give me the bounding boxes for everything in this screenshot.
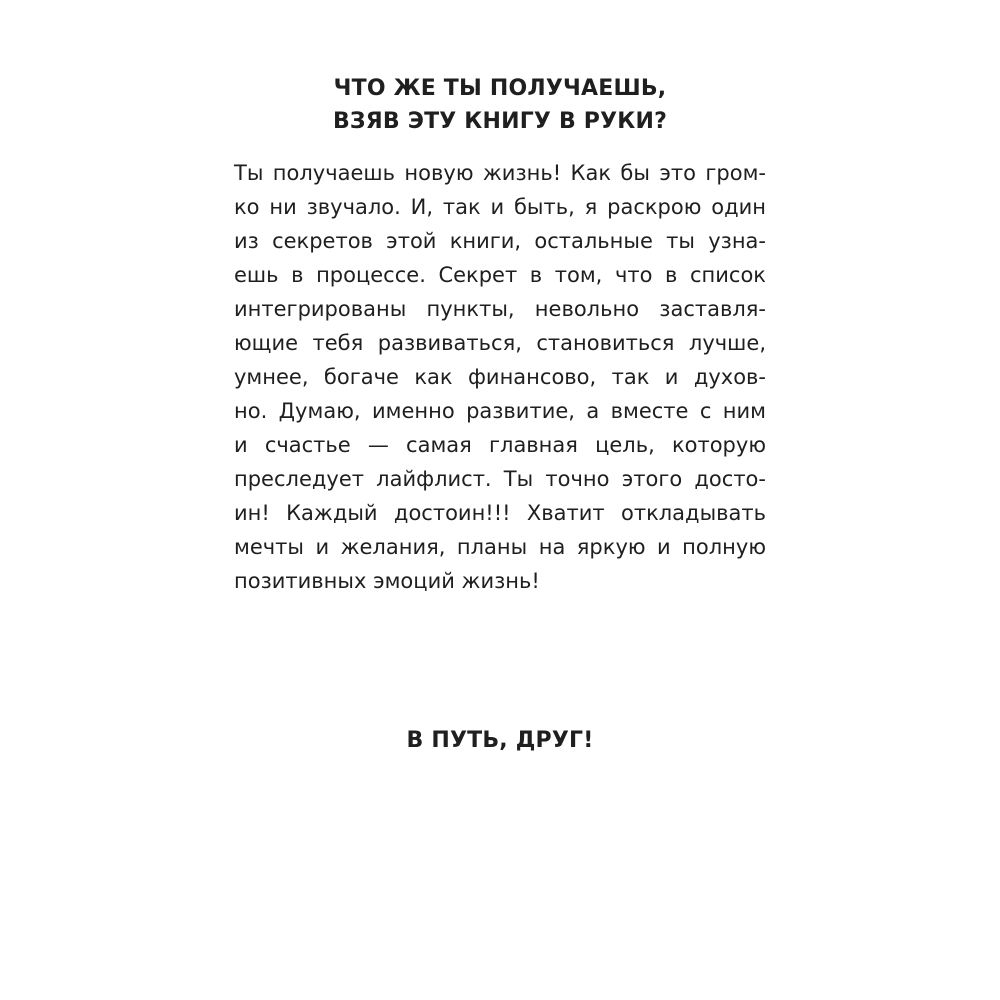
paragraph-line: преследует лайфлист. Ты точно этого досто- — [234, 467, 766, 491]
section-heading — [0, 72, 1000, 138]
paragraph-line: ин! Каждый достоин!!! Хватит откладывать — [234, 501, 766, 525]
closing-line: В ПУТЬ, ДРУГ! — [406, 728, 594, 753]
paragraph-line: интегрированы пункты, невольно заставля- — [234, 297, 766, 321]
heading-line-2: ВЗЯВ ЭТУ КНИГУ В РУКИ? — [332, 109, 668, 134]
paragraph-line: ющие тебя развиваться, становиться лучше, — [234, 331, 766, 355]
paragraph-line: и счастье — самая главная цель, которую — [234, 433, 766, 457]
paragraph-line: ко ни звучало. И, так и быть, я раскрою один — [234, 195, 766, 219]
paragraph-line: мечты и желания, планы на яркую и полную — [234, 535, 766, 559]
closing-heading — [0, 724, 1000, 757]
paragraph-line: Ты получаешь новую жизнь! Как бы это гром- — [234, 161, 766, 185]
paragraph-line: ешь в процессе. Секрет в том, что в список — [234, 263, 766, 287]
paragraph-line: но. Думаю, именно развитие, а вместе с ним — [234, 399, 766, 423]
heading-line-1: ЧТО ЖЕ ТЫ ПОЛУЧАЕШЬ, — [333, 76, 667, 101]
paragraph-line: из секретов этой книги, остальные ты узна- — [234, 229, 766, 253]
body-paragraph — [234, 156, 766, 598]
paragraph-line: позитивных эмоций жизнь! — [234, 569, 540, 593]
paragraph-line: умнее, богаче как финансово, так и духов- — [234, 365, 766, 389]
